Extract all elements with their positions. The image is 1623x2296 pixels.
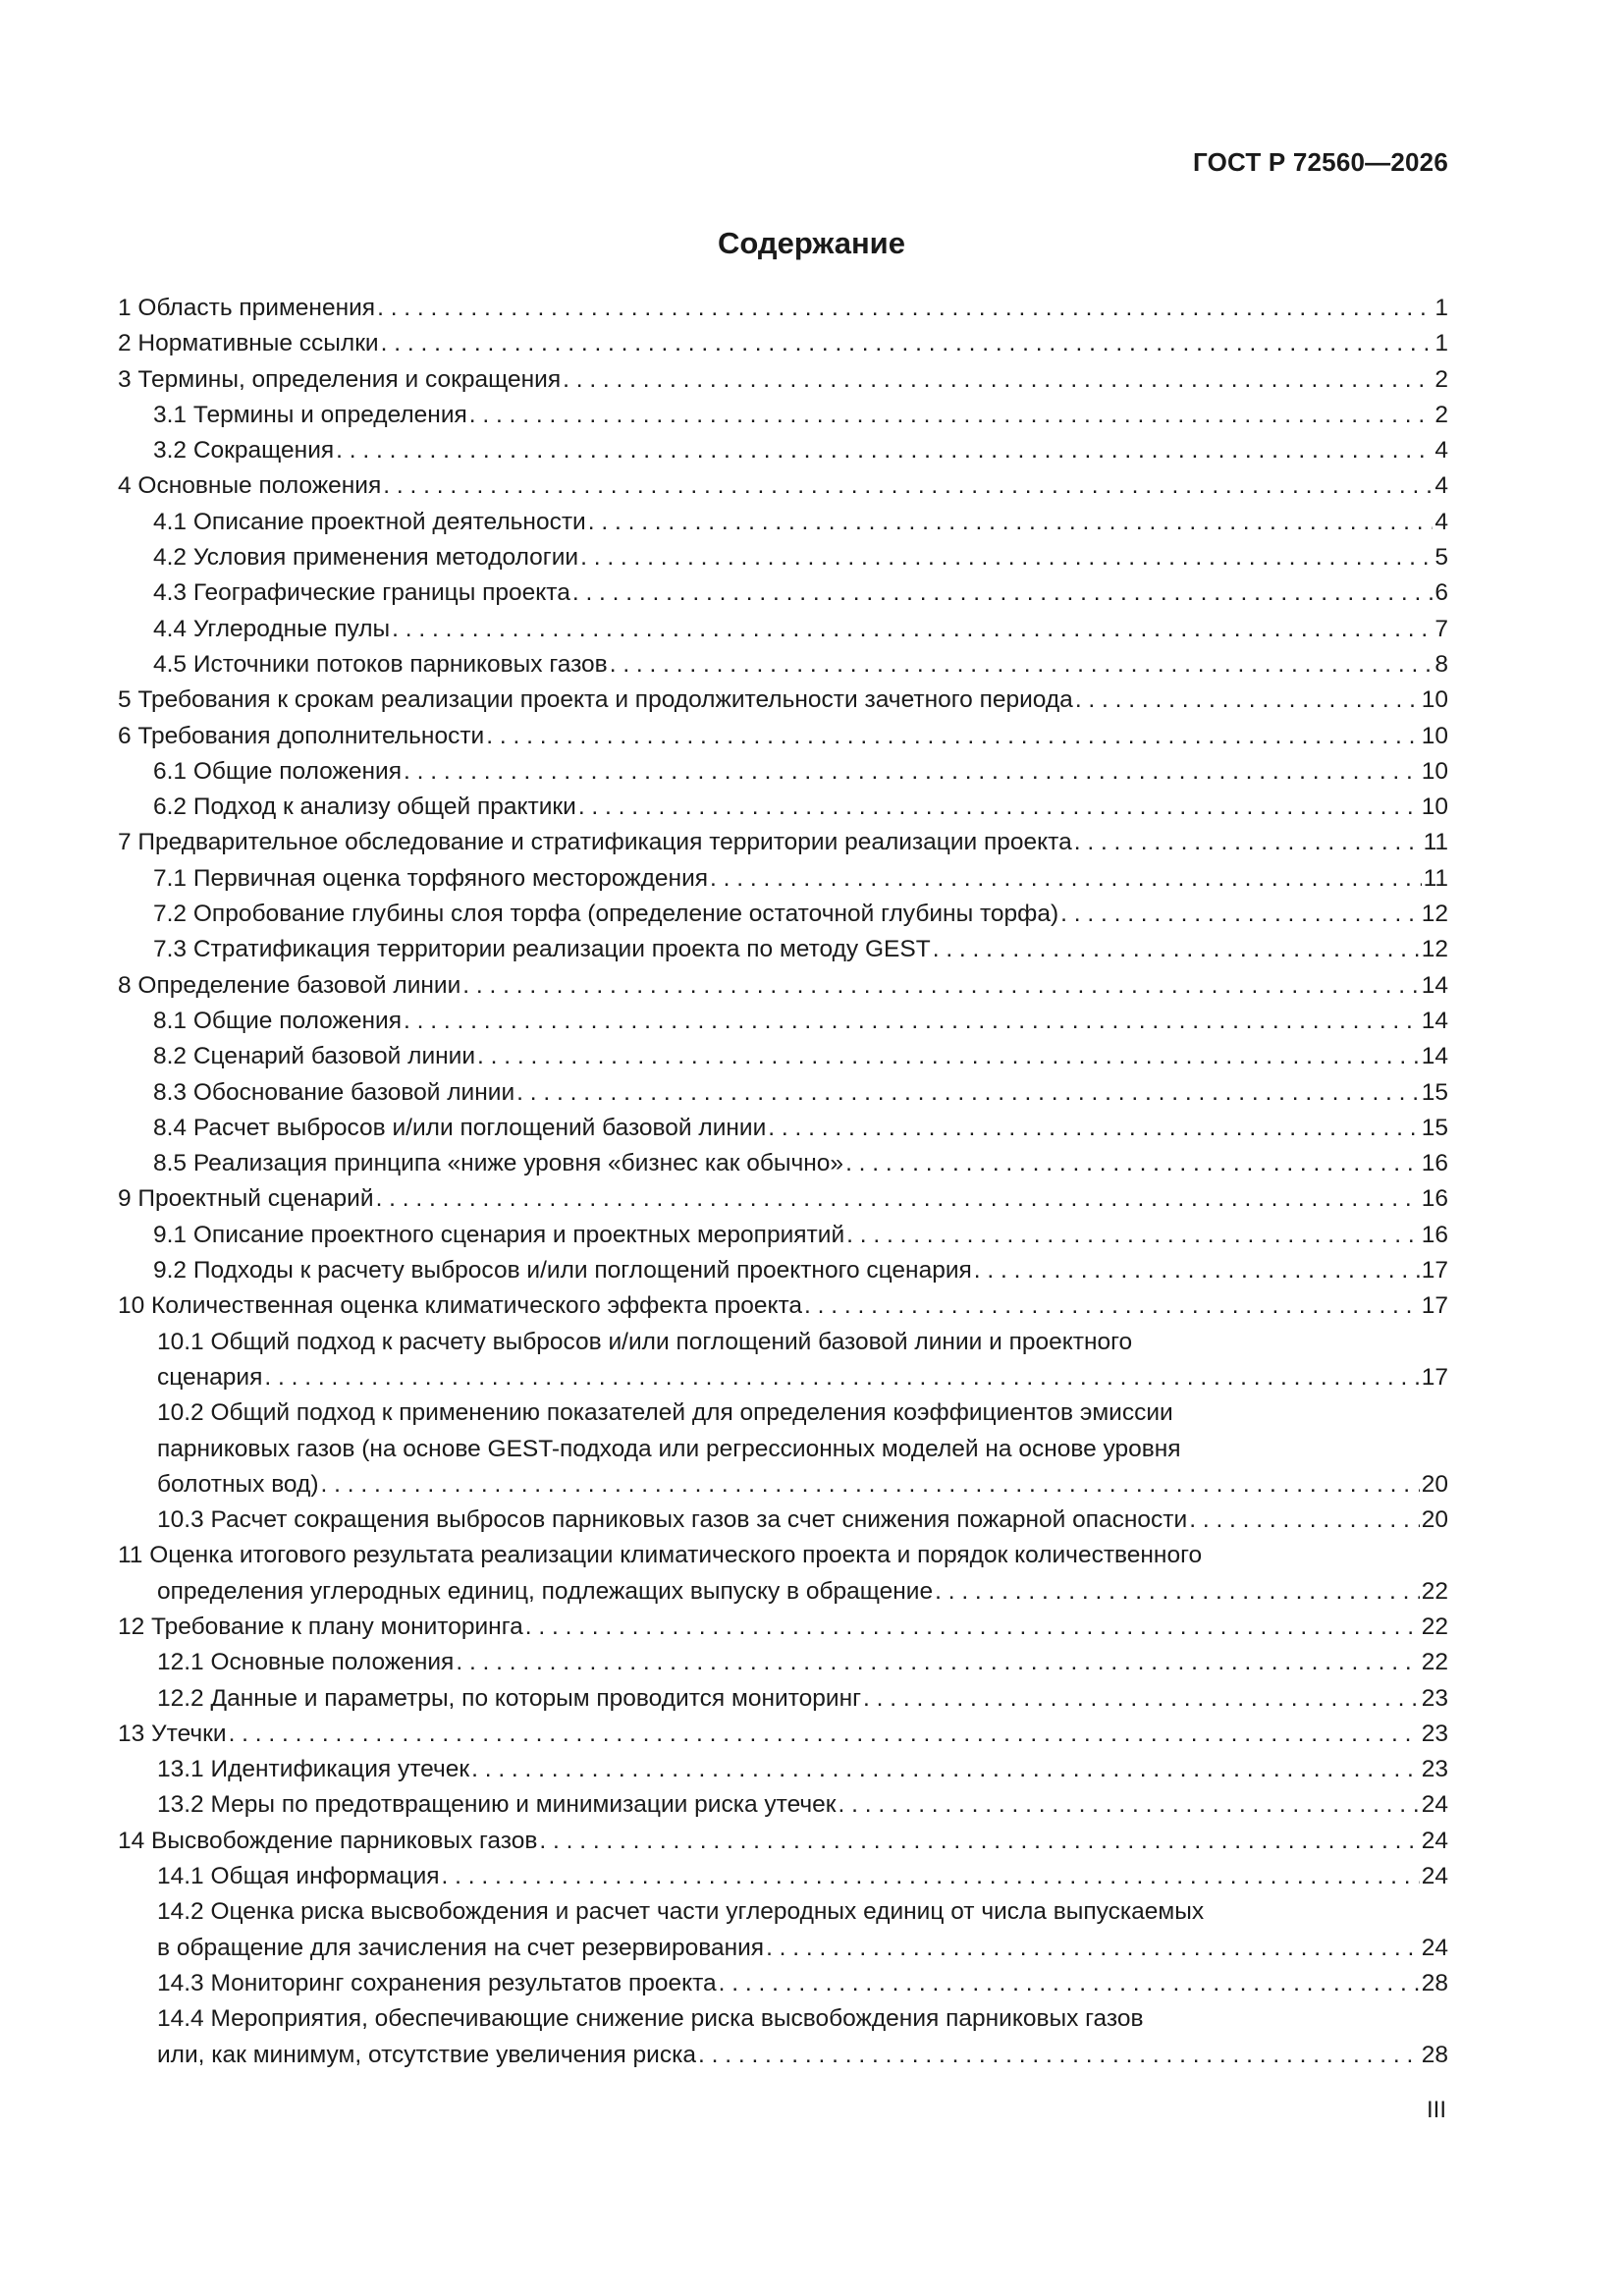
toc-entry-title: 4.3 Географические границы проекта	[153, 579, 570, 607]
toc-entry-page: 24	[1421, 1791, 1448, 1819]
toc-entry[interactable]	[118, 1395, 1448, 1431]
toc-entry[interactable]	[118, 968, 1448, 1004]
toc-entry-title: 3 Термины, определения и сокращения	[118, 365, 562, 393]
toc-entry-title: 10 Количественная оценка климатического эффекта проекта	[118, 1292, 803, 1320]
toc-entry[interactable]	[118, 1181, 1448, 1217]
toc-leader-dots	[377, 291, 1433, 326]
toc-entry[interactable]	[118, 1966, 1448, 2001]
toc-entry[interactable]	[118, 1717, 1448, 1752]
toc-entry-page: 23	[1421, 1684, 1448, 1712]
toc-entry-page: 22	[1421, 1613, 1448, 1640]
toc-leader-dots	[974, 1253, 1420, 1288]
toc-entry[interactable]	[118, 1288, 1448, 1324]
toc-entry-title: 7 Предварительное обследование и стратификация территории реализации проекта	[118, 829, 1072, 856]
toc-entry-title: 8.4 Расчет выбросов и/или поглощений базовой линии	[153, 1114, 767, 1141]
toc-entry[interactable]	[118, 1253, 1448, 1288]
toc-leader-dots	[839, 1787, 1420, 1823]
toc-entry-page: 23	[1421, 1720, 1448, 1747]
toc-entry[interactable]	[118, 897, 1448, 932]
toc-entry-page: 4	[1434, 437, 1448, 465]
toc-entry[interactable]	[118, 683, 1448, 718]
toc-leader-dots	[477, 1039, 1420, 1074]
toc-entry-page: 1	[1434, 295, 1448, 321]
toc-leader-dots	[456, 1645, 1419, 1680]
toc-entry-page: 16	[1421, 1150, 1448, 1177]
toc-entry-title: или, как минимум, отсутствие увеличения риска	[157, 2041, 696, 2068]
toc-leader-dots	[376, 1181, 1420, 1217]
toc-leader-dots	[572, 575, 1434, 611]
toc-entry-page: 8	[1434, 650, 1448, 678]
toc-entry-title: сценария	[157, 1363, 263, 1391]
toc-entry[interactable]	[118, 2038, 1448, 2073]
toc-leader-dots	[580, 540, 1433, 575]
toc-entry-title: 11 Оценка итогового результата реализации климатического проекта и порядок количественного	[118, 1542, 1203, 1569]
toc-entry[interactable]	[118, 505, 1448, 540]
toc-entry[interactable]	[118, 861, 1448, 897]
toc-entry-title: 5 Требования к срокам реализации проекта и продолжительности зачетного периода	[118, 686, 1073, 714]
toc-leader-dots	[845, 1146, 1420, 1181]
toc-leader-dots	[768, 1111, 1419, 1146]
toc-entry[interactable]	[118, 1004, 1448, 1039]
toc-entry-title: 12.2 Данные и параметры, по которым проводится мониторинг	[157, 1684, 862, 1712]
toc-entry-page: 6	[1434, 579, 1448, 607]
toc-entry-title: 9.1 Описание проектного сценария и проектных мероприятий	[153, 1221, 845, 1248]
toc-entry-title: 13.1 Идентификация утечек	[157, 1756, 470, 1783]
toc-entry[interactable]	[118, 1894, 1448, 1930]
toc-entry[interactable]	[118, 398, 1448, 433]
toc-entry-page: 28	[1421, 2041, 1448, 2068]
toc-entry-title: 4.2 Условия применения методологии	[153, 544, 579, 572]
toc-leader-dots	[610, 647, 1434, 683]
toc-entry-page: 10	[1421, 757, 1448, 785]
toc-entry-title: 14.4 Мероприятия, обеспечивающие снижение риска высвобождения парниковых газов	[157, 2005, 1144, 2033]
toc-entry-page: 5	[1434, 544, 1448, 572]
toc-entry-page: 2	[1434, 365, 1448, 393]
toc-entry-title: 8 Определение базовой линии	[118, 971, 461, 999]
toc-entry[interactable]	[118, 754, 1448, 790]
toc-entry-title: 10.2 Общий подход к применению показателей для определения коэффициентов эмиссии	[157, 1399, 1173, 1427]
toc-entry-page: 20	[1421, 1506, 1448, 1534]
toc-entry-page: 20	[1421, 1470, 1448, 1498]
toc-entry-title: 3.2 Сокращения	[153, 437, 335, 465]
toc-leader-dots	[462, 968, 1419, 1004]
toc-entry-title: 12.1 Основные положения	[157, 1649, 455, 1676]
toc-entry[interactable]	[118, 932, 1448, 967]
toc-entry-title: болотных вод)	[157, 1470, 319, 1498]
toc-entry[interactable]	[118, 1039, 1448, 1074]
toc-entry[interactable]	[118, 291, 1448, 326]
toc-entry[interactable]	[118, 575, 1448, 611]
toc-entry-title: 2 Нормативные ссылки	[118, 330, 379, 357]
toc-entry[interactable]	[118, 1859, 1448, 1894]
toc-leader-dots	[404, 754, 1420, 790]
toc-entry-title: 6.1 Общие положения	[153, 757, 403, 785]
toc-entry[interactable]	[118, 1645, 1448, 1680]
toc-leader-dots	[264, 1360, 1419, 1395]
toc-leader-dots	[471, 1752, 1420, 1787]
toc-entry-page: 24	[1421, 1863, 1448, 1890]
toc-leader-dots	[229, 1717, 1420, 1752]
toc-leader-dots	[516, 1075, 1420, 1111]
toc-entry[interactable]	[118, 1574, 1448, 1610]
toc-entry-page: 23	[1421, 1756, 1448, 1783]
toc-entry-page: 7	[1434, 615, 1448, 642]
toc-entry-title: 6 Требования дополнительности	[118, 722, 485, 749]
toc-leader-dots	[336, 433, 1433, 468]
toc-entry-title: 4 Основные положения	[118, 472, 382, 500]
toc-entry[interactable]	[118, 612, 1448, 647]
toc-leader-dots	[698, 2038, 1420, 2073]
toc-entry-title: 7.3 Стратификация территории реализации проекта по методу GEST	[153, 936, 931, 963]
toc-entry-page: 12	[1421, 901, 1448, 928]
toc-entry[interactable]	[118, 825, 1448, 860]
toc-entry[interactable]	[118, 647, 1448, 683]
toc-leader-dots	[710, 861, 1422, 897]
toc-leader-dots	[381, 326, 1434, 361]
toc-entry[interactable]	[118, 1111, 1448, 1146]
toc-entry-page: 17	[1421, 1292, 1448, 1320]
toc-entry[interactable]	[118, 1931, 1448, 1966]
toc-leader-dots	[766, 1931, 1420, 1966]
toc-leader-dots	[588, 505, 1434, 540]
toc-entry-page: 4	[1434, 508, 1448, 535]
toc-entry-title: 13.2 Меры по предотвращению и минимизации риска утечек	[157, 1791, 837, 1819]
toc-entry-page: 10	[1421, 793, 1448, 821]
toc-entry-title: 8.5 Реализация принципа «ниже уровня «бизнес как обычно»	[153, 1150, 844, 1177]
toc-leader-dots	[846, 1218, 1420, 1253]
toc-leader-dots	[804, 1288, 1420, 1324]
toc-entry-title: 10.1 Общий подход к расчету выбросов и/или поглощений базовой линии и проектного	[157, 1328, 1133, 1355]
toc-entry[interactable]	[118, 1538, 1448, 1573]
toc-entry[interactable]	[118, 1146, 1448, 1181]
toc-entry-page: 17	[1421, 1363, 1448, 1391]
toc-entry-page: 24	[1421, 1827, 1448, 1854]
toc-entry-page: 11	[1423, 829, 1448, 856]
toc-entry-title: 4.1 Описание проектной деятельности	[153, 508, 586, 535]
toc-entry-page: 12	[1421, 936, 1448, 963]
toc-leader-dots	[863, 1681, 1420, 1717]
toc-entry-page: 17	[1421, 1257, 1448, 1285]
toc-leader-dots	[469, 398, 1434, 433]
toc-entry[interactable]	[118, 1432, 1448, 1467]
toc-entry-page: 14	[1421, 1043, 1448, 1070]
toc-entry-page: 2	[1434, 401, 1448, 428]
toc-entry-title: 4.5 Источники потоков парниковых газов	[153, 650, 608, 678]
toc-entry[interactable]	[118, 1360, 1448, 1395]
toc-entry[interactable]	[118, 468, 1448, 504]
toc-entry-page: 14	[1421, 971, 1448, 999]
toc-entry[interactable]	[118, 1218, 1448, 1253]
toc-title: Содержание	[718, 226, 905, 260]
toc-entry-page: 11	[1423, 864, 1448, 892]
toc-entry[interactable]	[118, 540, 1448, 575]
toc-entry[interactable]	[118, 1467, 1448, 1503]
toc-entry[interactable]	[118, 1824, 1448, 1859]
toc-entry-title: 14.1 Общая информация	[157, 1863, 440, 1890]
toc-entry-page: 22	[1421, 1577, 1448, 1605]
toc-entry-title: 14 Высвобождение парниковых газов	[118, 1827, 538, 1854]
toc-entry-title: парниковых газов (на основе GEST-подхода или регрессионных моделей на основе уровня	[157, 1435, 1181, 1462]
toc-leader-dots	[486, 719, 1420, 754]
toc-leader-dots	[933, 932, 1420, 967]
toc-entry-title: 7.1 Первичная оценка торфяного месторождения	[153, 864, 709, 892]
toc-leader-dots	[404, 1004, 1420, 1039]
toc-entry-page: 10	[1421, 686, 1448, 714]
table-of-contents	[118, 291, 1448, 2073]
toc-entry-title: 13 Утечки	[118, 1720, 227, 1747]
toc-leader-dots	[320, 1467, 1419, 1503]
toc-entry[interactable]	[118, 1787, 1448, 1823]
toc-entry[interactable]	[118, 362, 1448, 398]
toc-entry-page: 14	[1421, 1007, 1448, 1034]
toc-leader-dots	[442, 1859, 1420, 1894]
toc-entry-page: 16	[1421, 1185, 1448, 1213]
toc-entry[interactable]	[118, 1681, 1448, 1717]
toc-entry[interactable]	[118, 1752, 1448, 1787]
page-number: III	[1426, 2097, 1446, 2123]
toc-entry-page: 15	[1421, 1078, 1448, 1106]
toc-leader-dots	[525, 1610, 1420, 1645]
toc-entry-title: 7.2 Опробование глубины слоя торфа (определение остаточной глубины торфа)	[153, 901, 1059, 928]
toc-entry-page: 10	[1421, 722, 1448, 749]
toc-entry-title: 8.3 Обоснование базовой линии	[153, 1078, 515, 1106]
toc-entry-page: 22	[1421, 1649, 1448, 1676]
toc-entry-title: в обращение для зачисления на счет резервирования	[157, 1934, 765, 1961]
toc-entry[interactable]	[118, 326, 1448, 361]
toc-entry-title: 3.1 Термины и определения	[153, 401, 467, 428]
toc-leader-dots	[1074, 825, 1422, 860]
toc-entry[interactable]	[118, 1325, 1448, 1360]
toc-entry-page: 4	[1434, 472, 1448, 500]
document-number: ГОСТ Р 72560—2026	[1193, 147, 1448, 177]
toc-leader-dots	[1075, 683, 1420, 718]
toc-entry-title: 9 Проектный сценарий	[118, 1185, 374, 1213]
toc-entry[interactable]	[118, 1075, 1448, 1111]
toc-leader-dots	[1060, 897, 1420, 932]
toc-entry-title: 8.2 Сценарий базовой линии	[153, 1043, 476, 1070]
toc-leader-dots	[935, 1574, 1420, 1610]
toc-entry-page: 15	[1421, 1114, 1448, 1141]
toc-leader-dots	[578, 790, 1420, 825]
toc-entry-page: 24	[1421, 1934, 1448, 1961]
toc-entry-page: 1	[1434, 330, 1448, 357]
toc-leader-dots	[719, 1966, 1420, 2001]
toc-entry-page: 16	[1421, 1221, 1448, 1248]
toc-entry-title: 10.3 Расчет сокращения выбросов парниковых газов за счет снижения пожарной опасности	[157, 1506, 1188, 1534]
toc-entry-title: 6.2 Подход к анализу общей практики	[153, 793, 576, 821]
toc-entry-page: 28	[1421, 1969, 1448, 1996]
toc-entry-title: 1 Область применения	[118, 295, 376, 321]
toc-leader-dots	[563, 362, 1433, 398]
toc-entry[interactable]	[118, 1610, 1448, 1645]
toc-entry[interactable]	[118, 719, 1448, 754]
toc-leader-dots	[383, 468, 1433, 504]
toc-entry[interactable]	[118, 1503, 1448, 1538]
toc-entry-title: 9.2 Подходы к расчету выбросов и/или поглощений проектного сценария	[153, 1257, 972, 1285]
toc-entry-title: определения углеродных единиц, подлежащих выпуску в обращение	[157, 1577, 934, 1605]
toc-entry-title: 8.1 Общие положения	[153, 1007, 403, 1034]
toc-entry[interactable]	[118, 790, 1448, 825]
toc-leader-dots	[539, 1824, 1419, 1859]
toc-leader-dots	[1189, 1503, 1420, 1538]
toc-entry[interactable]	[118, 2001, 1448, 2037]
toc-entry-title: 12 Требование к плану мониторинга	[118, 1613, 523, 1640]
toc-entry[interactable]	[118, 433, 1448, 468]
toc-leader-dots	[392, 612, 1433, 647]
toc-entry-title: 14.3 Мониторинг сохранения результатов проекта	[157, 1969, 717, 1996]
toc-entry-title: 4.4 Углеродные пулы	[153, 615, 391, 642]
toc-entry-title: 14.2 Оценка риска высвобождения и расчет части углеродных единиц от числа выпускаемых	[157, 1898, 1205, 1926]
